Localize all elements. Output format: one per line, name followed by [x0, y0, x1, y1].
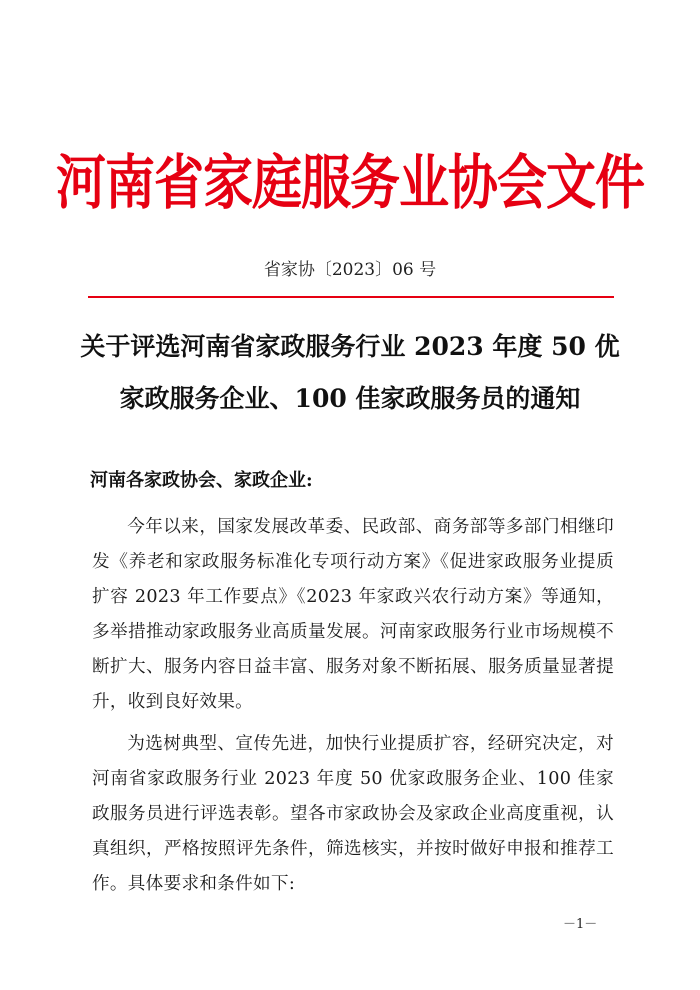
body-paragraph-1: 今年以来，国家发展改革委、民政部、商务部等多部门相继印发《养老和家政服务标准化专项行动方案》《促进家政服务业提质扩容 2023 年工作要点》《2023 年家政兴农行动方案》等通知，多举措推动家政服务业高质量发展。河南家政服务行业市场规模不断扩大、服务内容日益丰富、服务对象不断拓展、服务质量显著提升，收到良好效果。 [92, 517, 614, 712]
recipient-salutation: 河南各家政协会、家政企业: [90, 470, 313, 491]
notice-title-line-2: 家政服务企业、100 佳家政服务员的通知 [119, 384, 581, 413]
notice-title-line-1: 关于评选河南省家政服务行业 2023 年度 50 优 [80, 332, 620, 361]
document-header-title: 河南省家庭服务业协会文件 [56, 147, 644, 218]
body-paragraph-2: 为选树典型、宣传先进，加快行业提质扩容，经研究决定，对河南省家政服务行业 2023 年度 50 优家政服务企业、100 佳家政服务员进行评选表彰。望各市家政协会及家政企业高度重视，认真组织，严格按照评先条件，筛选核实，并按时做好申报和推荐工作。具体要求和条件如下: [92, 734, 614, 894]
document-number: 省家协〔2023〕06 号 [263, 260, 437, 280]
red-divider-line [88, 296, 614, 298]
page-number: －1－ [563, 917, 598, 932]
